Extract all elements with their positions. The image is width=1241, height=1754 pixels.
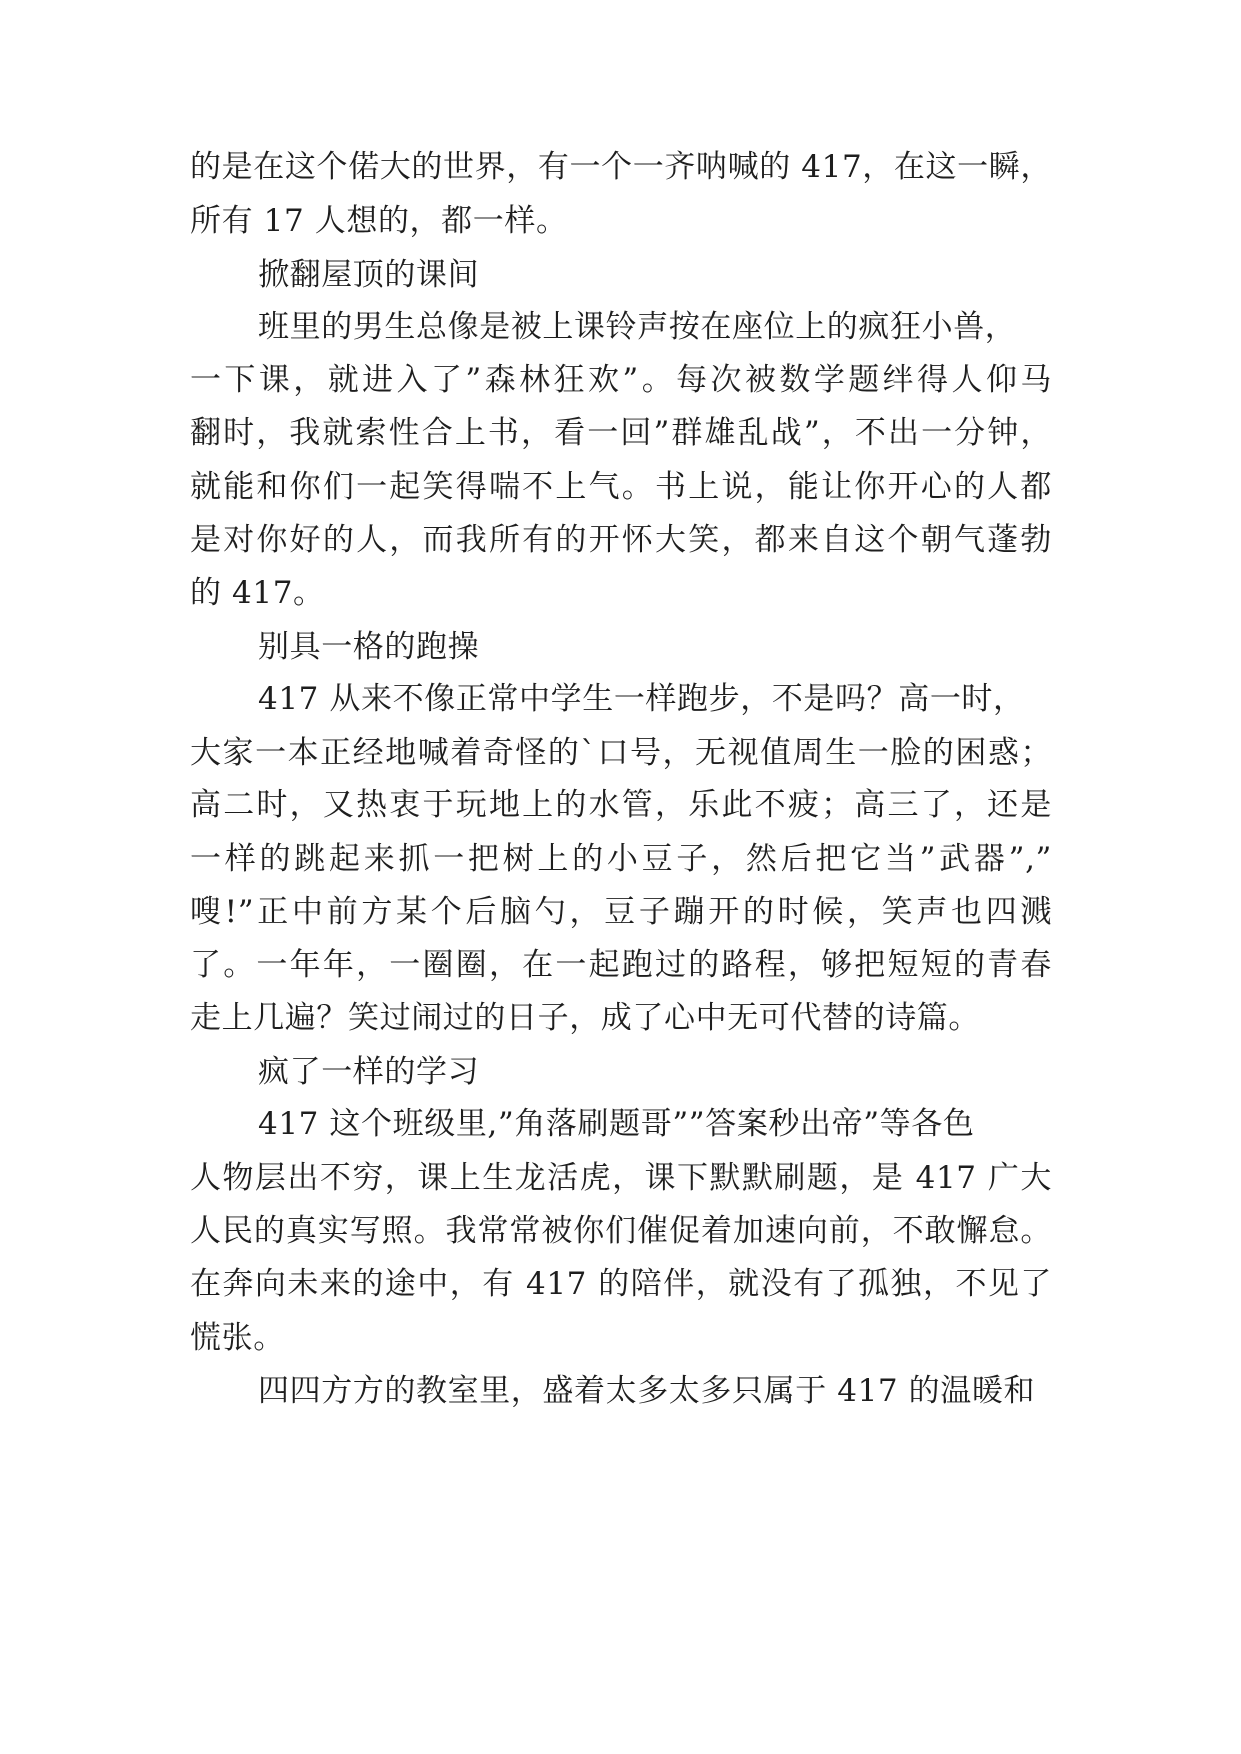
text-line: 417 从来不像正常中学生一样跑步，不是吗？高一时， (258, 681, 1025, 717)
text-line: 翻时，我就索性合上书，看一回”群雄乱战”，不出一分钟， (190, 415, 1052, 451)
text-line: 是对你好的人，而我所有的开怀大笑，都来自这个朝气蓬勃 (190, 522, 1052, 558)
text-line: 了。一年年，一圈圈，在一起跑过的路程，够把短短的青春 (190, 947, 1052, 983)
text-line: 在奔向未来的途中，有 417 的陪伴，就没有了孤独，不见了 (190, 1266, 1052, 1302)
section-heading: 别具一格的跑操 (258, 629, 480, 665)
text-line: 的是在这个偌大的世界，有一个一齐呐喊的 417，在这一瞬， (190, 149, 1052, 185)
text-line: 大家一本正经地喊着奇怪的`口号，无视值周生一脸的困惑； (190, 735, 1052, 771)
text-line: 人物层出不穷，课上生龙活虎，课下默默刷题，是 417 广大 (190, 1160, 1052, 1196)
section-heading: 疯了一样的学习 (258, 1054, 480, 1090)
text-line: 慌张。 (190, 1320, 285, 1356)
text-line: 班里的男生总像是被上课铃声按在座位上的疯狂小兽， (258, 309, 1017, 345)
text-line: 高二时，又热衷于玩地上的水管，乐此不疲；高三了，还是 (190, 787, 1052, 823)
text-line: 所有 17 人想的，都一样。 (190, 203, 568, 239)
text-line: 一样的跳起来抓一把树上的小豆子，然后把它当”武器”,” (190, 841, 1052, 877)
text-line: 就能和你们一起笑得喘不上气。书上说，能让你开心的人都 (190, 469, 1052, 505)
text-line: 一下课，就进入了”森林狂欢”。每次被数学题绊得人仰马 (190, 362, 1052, 398)
text-line: 四四方方的教室里，盛着太多太多只属于 417 的温暖和 (258, 1373, 1036, 1409)
text-line: 的 417。 (190, 575, 325, 611)
text-line: 嗖!”正中前方某个后脑勺，豆子蹦开的时候，笑声也四溅 (190, 894, 1052, 930)
text-line: 人民的真实写照。我常常被你们催促着加速向前，不敢懈怠。 (190, 1213, 1052, 1249)
text-line: 417 这个班级里,”角落刷题哥””答案秒出帝”等各色 (258, 1106, 975, 1142)
text-line: 走上几遍？笑过闹过的日子，成了心中无可代替的诗篇。 (190, 1000, 980, 1036)
section-heading: 掀翻屋顶的课间 (258, 257, 480, 293)
